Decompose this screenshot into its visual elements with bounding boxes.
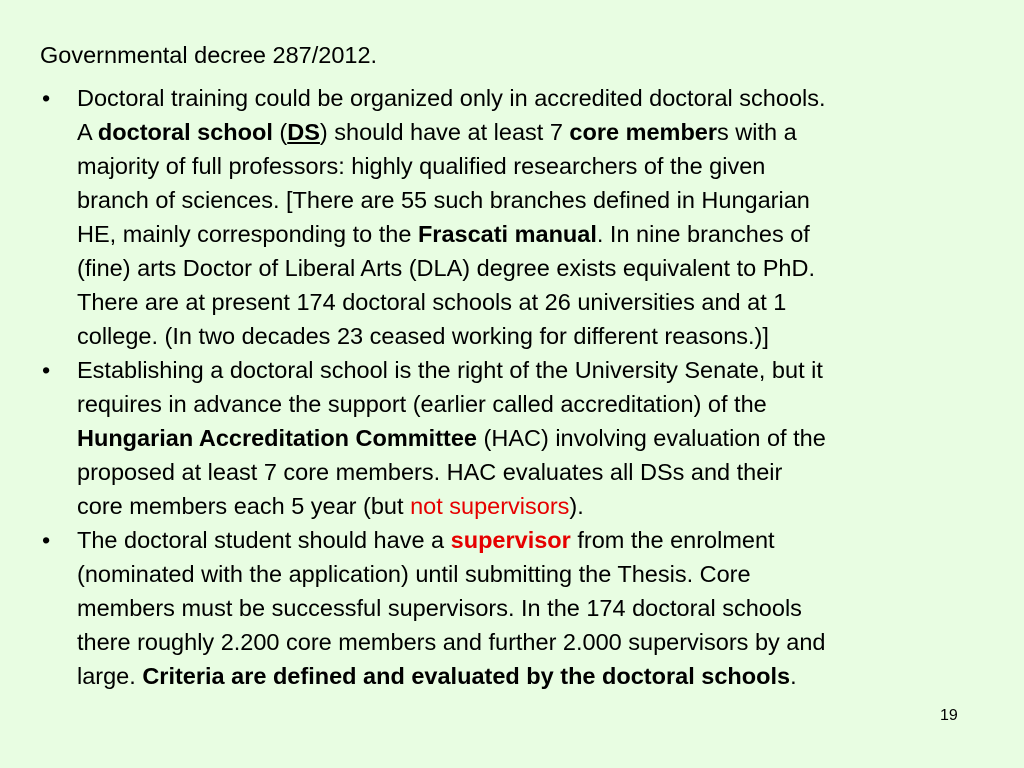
text-line [77, 489, 997, 523]
text-line [77, 523, 997, 557]
bullet-marker: • [42, 85, 51, 111]
slide-heading: Governmental decree 287/2012. [40, 42, 378, 68]
bullet-text [77, 523, 997, 693]
bullet-text [77, 81, 997, 353]
text-line [77, 659, 997, 693]
text-run: (nominated with the application) until submitting the Thesis. Core [77, 561, 751, 587]
text-run: branch of sciences. [There are 55 such branches defined in Hungarian [77, 187, 810, 213]
text-line [77, 591, 997, 625]
text-line [77, 557, 997, 591]
text-run: from the enrolment [570, 527, 775, 553]
text-run: there roughly 2.200 core members and further 2.000 supervisors by and [77, 629, 826, 655]
bold-text: supervisor [450, 527, 571, 553]
text-line [77, 625, 997, 659]
text-run: core members each 5 year (but [77, 493, 411, 519]
bullet-item [0, 81, 997, 353]
text-line [77, 285, 997, 319]
text-run: Doctoral training could be organized only in accredited doctoral schools. [77, 85, 826, 111]
text-run: (HAC) involving evaluation of the [477, 425, 826, 451]
text-run: ). [569, 493, 584, 519]
text-run: members must be successful supervisors. In the 174 doctoral schools [77, 595, 802, 621]
bold-text: core member [569, 119, 718, 145]
text-line [77, 387, 997, 421]
text-line [77, 115, 997, 149]
text-line [77, 217, 997, 251]
text-run: college. (In two decades 23 ceased working for different reasons.)] [77, 323, 769, 349]
bold-text: Criteria are defined and evaluated by the doctoral schools [142, 663, 791, 689]
bold-text: DS [287, 119, 320, 145]
bullet-item [0, 523, 997, 693]
text-line [77, 353, 997, 387]
text-run: (fine) arts Doctor of Liberal Arts (DLA) degree exists equivalent to PhD. [77, 255, 815, 281]
bullet-marker: • [42, 357, 51, 383]
text-line [77, 183, 997, 217]
text-run: ( [272, 119, 288, 145]
bold-text: Hungarian Accreditation Committee [77, 425, 477, 451]
bullet-text [77, 353, 997, 523]
text-run: requires in advance the support (earlier called accreditation) of the [77, 391, 767, 417]
text-run: s with a [717, 119, 797, 145]
bold-text: Frascati manual [417, 221, 597, 247]
bullet-marker: • [42, 527, 51, 553]
text-run: The doctoral student should have a [77, 527, 451, 553]
text-run: There are at present 174 doctoral schools at 26 universities and at 1 [77, 289, 787, 315]
text-run: Establishing a doctoral school is the right of the University Senate, but it [77, 357, 823, 383]
text-run: A [77, 119, 98, 145]
text-run: proposed at least 7 core members. HAC evaluates all DSs and their [77, 459, 783, 485]
text-run: ) should have at least 7 [319, 119, 570, 145]
page-number: 19 [940, 707, 958, 724]
text-run: not supervisors [410, 493, 570, 519]
text-run: HE, mainly corresponding to the [77, 221, 418, 247]
text-line [77, 251, 997, 285]
text-run: large. [77, 663, 143, 689]
text-line [77, 81, 997, 115]
text-run: majority of full professors: highly qualified researchers of the given [77, 153, 766, 179]
text-line [77, 319, 997, 353]
bold-text: doctoral school [97, 119, 273, 145]
bullet-item [0, 353, 997, 523]
text-line [77, 421, 997, 455]
text-line [77, 455, 997, 489]
bullet-list [0, 81, 1024, 693]
text-run: . In nine branches of [596, 221, 810, 247]
text-line [77, 149, 997, 183]
text-run: . [790, 663, 797, 689]
